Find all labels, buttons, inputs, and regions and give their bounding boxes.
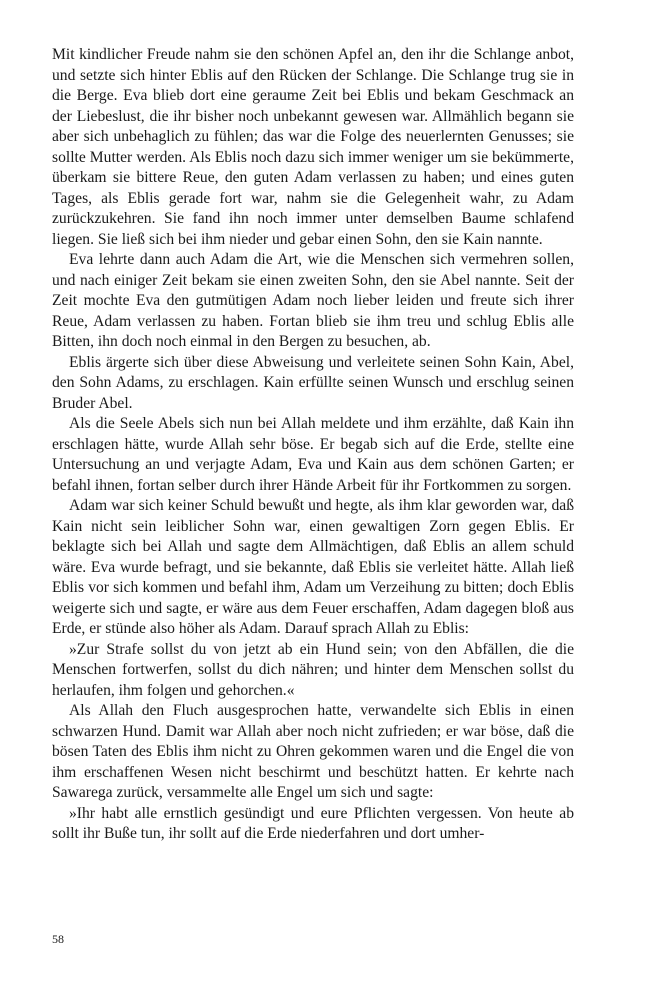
paragraph-5: Adam war sich keiner Schuld bewußt und hegte, als ihm klar geworden war, daß Kain nicht sein leiblicher Sohn war, einen gewaltigen Zorn gegen Eblis. Er beklagte sich bei Allah und sagte dem Allmächtigen, daß Eblis an allem schuld wäre. Eva wurde befragt, und sie bekannte, daß Eblis sie verleitet hätte. Allah ließ Eblis vor sich kommen und befahl ihm, Adam um Verzeihung zu bitten; doch Eblis weigerte sich und sagte, er wäre aus dem Feuer erschaffen, Adam dagegen bloß aus Erde, er stünde also höher als Adam. Darauf sprach Allah zu Eblis: — [52, 497, 574, 637]
page-number: 58 — [52, 932, 64, 946]
paragraph-1: Mit kindlicher Freude nahm sie den schönen Apfel an, den ihr die Schlange anbot, und setzte sich hinter Eblis auf den Rücken der Schlange. Die Schlange trug sie in die Berge. Eva blieb dort eine geraume Zeit bei Eblis und bekam Geschmack an der Liebeslust, die ihr bisher noch unbekannt gewesen war. Allmählich begann sie aber sich unbehaglich zu fühlen; das war die Folge des neuerlernten Genusses; sie sollte Mutter werden. Als Eblis noch dazu sich immer weniger um sie bekümmerte, überkam sie bittere Reue, den guten Adam verlassen zu haben; und eines guten Tages, als Eblis gerade fort war, nahm sie die Gelegenheit wahr, zu Adam zurückzukehren. Sie fand ihn noch immer unter demselben Baume schlafend liegen. Sie ließ sich bei ihm nieder und gebar einen Sohn, den sie Kain nannte. — [52, 46, 574, 248]
paragraph-2: Eva lehrte dann auch Adam die Art, wie die Menschen sich vermehren sollen, und nach einiger Zeit bekam sie einen zweiten Sohn, den sie Abel nannte. Seit der Zeit mochte Eva den gutmütigen Adam noch lieber leiden und freute sich ihrer Reue, Adam verlassen zu haben. Fortan blieb sie ihm treu und schlug Eblis alle Bitten, ihn doch noch einmal in den Bergen zu besuchen, ab. — [52, 251, 574, 350]
paragraph-6-quote: »Zur Strafe sollst du von jetzt ab ein Hund sein; von den Abfällen, die die Menschen fortwerfen, sollst du dich nähren; und hinter dem Menschen sollst du herlaufen, ihm folgen und gehorchen.« — [52, 640, 574, 699]
paragraph-3: Eblis ärgerte sich über diese Abweisung und verleitete seinen Sohn Kain, Abel, den Sohn Adams, zu erschlagen. Kain erfüllte seinen Wunsch und erschlug seinen Bruder Abel. — [52, 353, 574, 412]
paragraph-8-quote: »Ihr habt alle ernstlich gesündigt und eure Pflichten vergessen. Von heute ab sollt ihr Buße tun, ihr sollt auf die Erde niederfahren und dort umher- — [52, 804, 574, 842]
page-body — [52, 45, 574, 845]
paragraph-4: Als die Seele Abels sich nun bei Allah meldete und ihm erzählte, daß Kain ihn erschlagen hätte, wurde Allah sehr böse. Er begab sich auf die Erde, stellte eine Untersuchung an und verjagte Adam, Eva und Kain aus dem schönen Garten; er befahl ihnen, fortan selber durch ihrer Hände Arbeit für ihr Fortkommen zu sorgen. — [52, 415, 574, 494]
paragraph-7: Als Allah den Fluch ausgesprochen hatte, verwandelte sich Eblis in einen schwarzen Hund. Damit war Allah aber noch nicht zufrieden; er war böse, daß die bösen Taten des Eblis ihm nicht zu Ohren gekommen waren und die Engel die von ihm erschaffenen Wesen nicht beschirmt und beschützt hatten. Er kehrte nach Sawarega zurück, versammelte alle Engel um sich und sagte: — [52, 702, 574, 801]
